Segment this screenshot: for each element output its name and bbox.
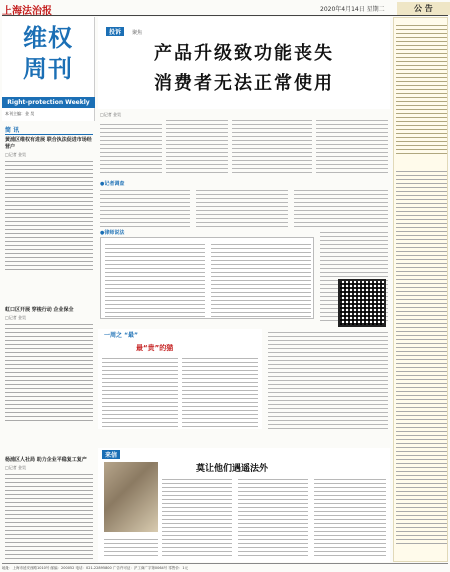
qr-code-icon bbox=[338, 279, 386, 327]
sidebar-section bbox=[5, 125, 93, 273]
author-photo bbox=[104, 462, 158, 532]
main-column bbox=[98, 17, 390, 562]
brand-title bbox=[5, 23, 91, 85]
notice-text bbox=[394, 22, 449, 157]
article-text bbox=[5, 324, 93, 421]
page-footer: 地址：上海市延安西路1010号 邮编：200052 电话：021-22895800 广告许可证：沪工商广字第0064号 零售价：1元 bbox=[2, 563, 448, 571]
feature-label: 一周之 “最” bbox=[104, 332, 138, 339]
feature-title: 最“贵”的猫 bbox=[136, 344, 174, 352]
byline: □记者 金昊 bbox=[100, 112, 122, 117]
article-text bbox=[5, 474, 93, 559]
letter-tag: 来信 bbox=[102, 450, 120, 459]
byline-block bbox=[100, 112, 160, 118]
brand-title-line2: 周刊 bbox=[23, 55, 73, 83]
article-text bbox=[316, 117, 388, 176]
sidebar-item-author: □记者 金昊 bbox=[5, 315, 27, 320]
article-text bbox=[182, 355, 258, 430]
headline-line1: 产品升级致功能丧失 bbox=[154, 43, 334, 64]
article-text bbox=[211, 241, 311, 320]
article-text bbox=[238, 476, 308, 559]
sidebar-section-label: 简 讯 bbox=[5, 125, 93, 135]
notice-label: 公 告 bbox=[414, 4, 433, 13]
sub-section-label: ●记者调查 bbox=[100, 181, 125, 187]
masthead-date: 2020年4月14日 星期二 bbox=[320, 6, 385, 13]
headline-tag-row bbox=[106, 19, 142, 38]
sidebar-item-title: 杨浦区人社局 助力企业平稳复工复产 bbox=[5, 457, 87, 463]
sub-section-label: ●律师说法 bbox=[100, 230, 125, 236]
sidebar-item-author: □记者 金昊 bbox=[5, 465, 27, 470]
article-text bbox=[105, 241, 205, 320]
letter-title: 莫让他们遇遥法外 bbox=[196, 464, 269, 474]
article-text bbox=[268, 329, 388, 432]
section-tag-note: 聚焦 bbox=[132, 30, 143, 36]
headline-line2: 消费者无法正常使用 bbox=[154, 73, 334, 94]
notice-list bbox=[396, 168, 447, 547]
article-text bbox=[100, 187, 190, 230]
sub-section-header bbox=[100, 180, 388, 187]
article-text bbox=[102, 355, 178, 430]
sidebar-section bbox=[5, 307, 93, 424]
sidebar-section bbox=[5, 457, 93, 562]
brand-box bbox=[2, 17, 95, 121]
section-tag: 投诉 bbox=[106, 27, 124, 36]
notice-entries bbox=[396, 171, 447, 544]
sidebar-item-title: 黄浦区维权有进展 联合执法促进市场经营户 bbox=[5, 137, 92, 150]
article-text bbox=[196, 187, 288, 230]
lawyer-quote-box bbox=[100, 237, 314, 319]
masthead bbox=[2, 2, 448, 16]
notice-header bbox=[397, 2, 450, 15]
letter-box bbox=[98, 448, 390, 562]
notice-column bbox=[393, 17, 448, 562]
feature-box bbox=[98, 329, 262, 429]
article-text bbox=[162, 476, 232, 559]
sidebar-item-title: 虹口区开展 穿梭行动 企业保全 bbox=[5, 307, 74, 313]
brand-subtitle: Right-protection Weekly bbox=[2, 97, 95, 108]
article-text bbox=[5, 161, 93, 270]
article-text bbox=[294, 187, 388, 230]
article-text bbox=[166, 117, 228, 176]
headline-box bbox=[98, 17, 390, 109]
article-text bbox=[104, 536, 158, 559]
article-text bbox=[314, 476, 386, 559]
sidebar-item-author: □记者 金昊 bbox=[5, 152, 27, 157]
brand-title-line1: 维权 bbox=[23, 24, 73, 52]
brand-editor: 本刊主编：金 昊 bbox=[5, 111, 35, 116]
masthead-logo: 上海法治报 bbox=[2, 6, 52, 17]
left-column bbox=[2, 17, 95, 562]
article-text bbox=[232, 117, 312, 176]
article-text bbox=[100, 121, 162, 176]
